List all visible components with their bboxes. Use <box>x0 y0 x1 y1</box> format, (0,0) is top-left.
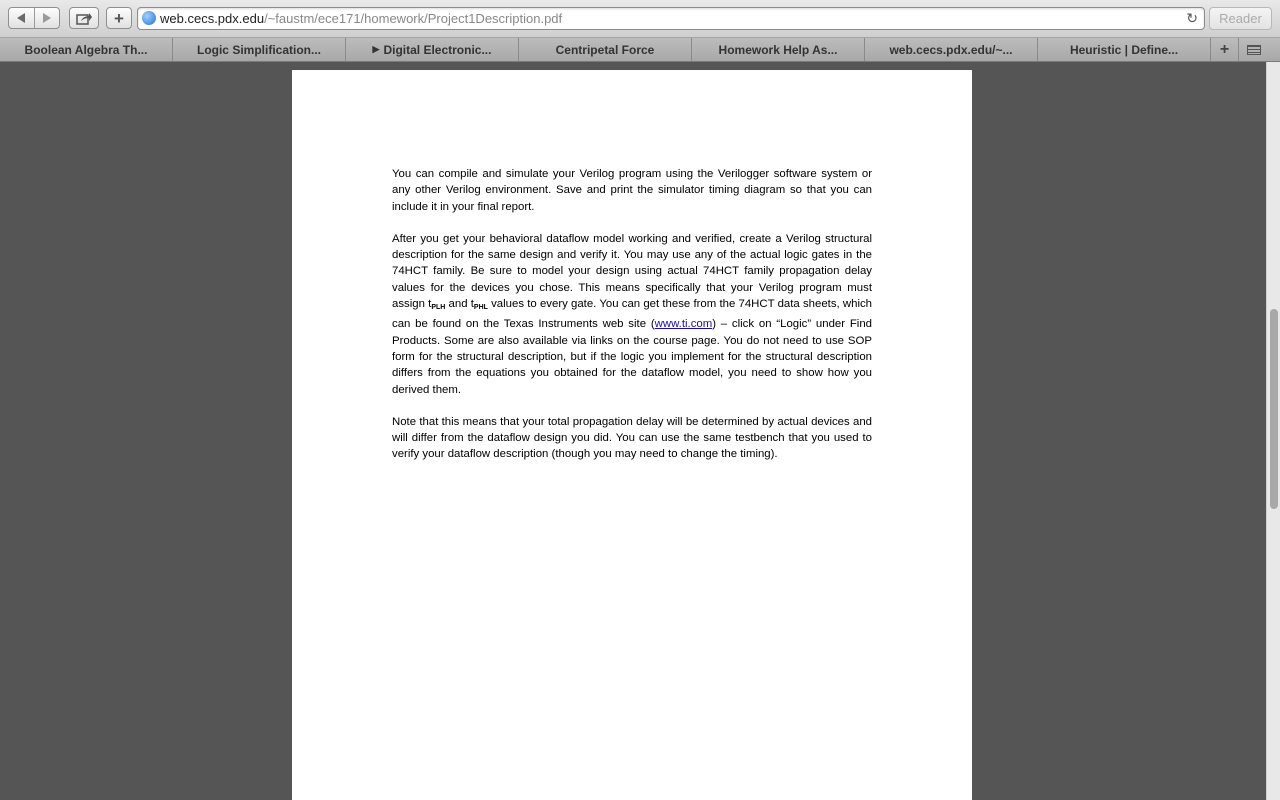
tab-bar <box>0 38 1280 62</box>
tab-web-cecs[interactable] <box>865 38 1038 61</box>
text-segment: values to every gate. You can get these from the 74HCT data sheets, which can be found on the Texas Instruments web site ( <box>392 298 873 331</box>
text-segment: ) – click on “Logic” under Find Products. Some are also available via links on the course page. You do not need to use SOP form for the structural description, but if the logic you implement for the structural description differs from the equations you obtained for the dataflow model, you need to show how you derived them. <box>392 318 873 396</box>
tab-label: Homework Help As... <box>718 42 838 57</box>
tab-digital-electronics[interactable] <box>346 38 519 61</box>
forward-arrow-icon <box>43 13 51 23</box>
url-host: web.cecs.pdx.edu <box>160 11 265 26</box>
share-icon <box>76 12 92 25</box>
tab-label: Centripetal Force <box>555 42 655 57</box>
subscript-phl: PHL <box>473 304 488 312</box>
browser-toolbar <box>0 0 1280 38</box>
url-text <box>160 11 562 26</box>
new-tab-button[interactable] <box>106 7 132 29</box>
tab-label: Logic Simplification... <box>196 42 321 57</box>
address-bar[interactable] <box>137 7 1205 30</box>
tab-overview-button[interactable] <box>1239 38 1269 61</box>
tab-label: Digital Electronic... <box>383 42 492 57</box>
url-path: /~faustm/ece171/homework/Project1Description.pdf <box>264 11 563 26</box>
text-segment: and t <box>445 298 474 311</box>
paragraph-propagation: Note that this means that your total propagation delay will be determined by actual devices and will differ from the dataflow design you did. You can use the same testbench that you used to verify your dataflow description (though you may need to change the timing). <box>392 415 872 461</box>
share-button[interactable] <box>69 7 99 29</box>
ti-link[interactable]: www.ti.com <box>654 318 713 331</box>
tab-centripetal-force[interactable] <box>519 38 692 61</box>
play-icon: ▶ <box>372 44 380 54</box>
reader-button[interactable]: Reader <box>1209 7 1272 30</box>
paragraph-compile: You can compile and simulate your Verilog program using the Verilogger software system or any other Verilog environment. Save and print the simulator timing diagram so that you can include it in your final report. <box>392 168 872 213</box>
back-arrow-icon <box>17 13 25 23</box>
tab-homework-help[interactable] <box>692 38 865 61</box>
tab-label: web.cecs.pdx.edu/~... <box>889 42 1013 57</box>
vertical-scrollbar[interactable] <box>1266 62 1280 800</box>
nav-buttons <box>8 7 60 29</box>
scrollbar-thumb[interactable] <box>1270 309 1278 509</box>
tab-heuristic[interactable] <box>1038 38 1211 61</box>
pdf-page <box>292 70 972 800</box>
plus-icon: + <box>114 8 124 28</box>
paragraph-structural <box>392 231 872 398</box>
text-segment: After you get your behavioral dataflow model working and verified, create a Verilog structural description for the same design and verify it. You may use any of the actual logic gates in the 74HCT family. Be sure to model your design using actual 74HCT family propagation delay values for the devices you chose. This means specifically that your Verilog program must assign t <box>392 232 872 311</box>
back-button[interactable] <box>9 8 34 28</box>
document-body <box>392 166 872 479</box>
tab-boolean-algebra[interactable] <box>0 38 173 61</box>
subscript-plh: PLH <box>431 304 446 312</box>
tab-logic-simplification[interactable] <box>173 38 346 61</box>
forward-button[interactable] <box>34 8 60 28</box>
reload-icon[interactable]: ↻ <box>1186 10 1198 26</box>
tab-label: Boolean Algebra Th... <box>24 42 148 57</box>
globe-icon <box>142 11 156 25</box>
pdf-viewer <box>0 62 1266 800</box>
tab-label: Heuristic | Define... <box>1069 42 1179 57</box>
tab-overview-icon <box>1247 45 1261 55</box>
add-tab-button[interactable]: + <box>1211 38 1239 61</box>
